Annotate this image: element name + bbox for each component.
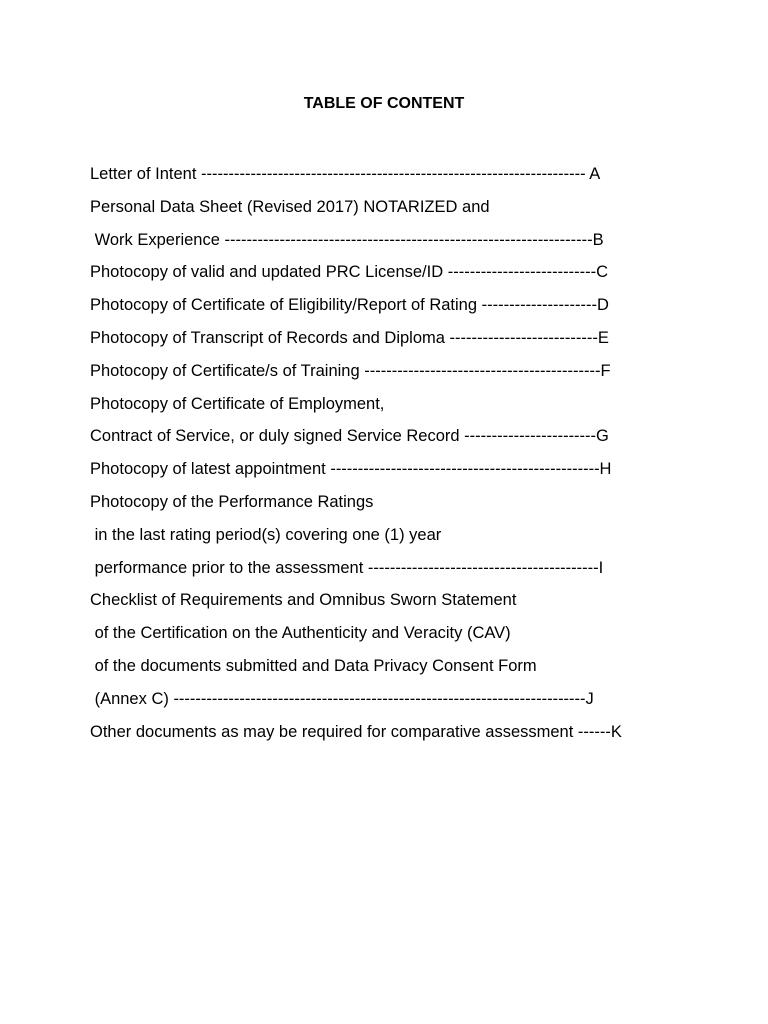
page-title: TABLE OF CONTENT <box>303 95 465 112</box>
table-of-contents <box>90 158 710 748</box>
toc-line-work-experience: Work Experience -------------------------------------------------------------------B <box>90 230 604 249</box>
toc-line-checklist: Checklist of Requirements and Omnibus Sworn Statement <box>90 591 517 610</box>
toc-line-latest-appointment: Photocopy of latest appointment -------------------------------------------------H <box>90 460 612 479</box>
toc-line-certificate-of-training: Photocopy of Certificate/s of Training -------------------------------------------F <box>90 361 611 380</box>
toc-line-contract-of-service: Contract of Service, or duly signed Service Record ------------------------G <box>90 427 609 446</box>
toc-line-certificate-of-eligibility: Photocopy of Certificate of Eligibility/Report of Rating ---------------------D <box>90 296 609 315</box>
toc-line-certification-cav: of the Certification on the Authenticity and Veracity (CAV) <box>90 624 511 643</box>
toc-line-performance-prior: performance prior to the assessment ------------------------------------------I <box>90 558 604 577</box>
toc-line-certificate-of-employment: Photocopy of Certificate of Employment, <box>90 394 385 413</box>
toc-line-documents-submitted: of the documents submitted and Data Privacy Consent Form <box>90 656 537 675</box>
toc-line-other-documents: Other documents as may be required for comparative assessment ------K <box>90 722 622 741</box>
toc-line-rating-period: in the last rating period(s) covering one (1) year <box>90 525 442 544</box>
toc-line-transcript-of-records: Photocopy of Transcript of Records and Diploma ---------------------------E <box>90 328 609 347</box>
toc-line-performance-ratings: Photocopy of the Performance Ratings <box>90 492 374 511</box>
toc-line-personal-data-sheet: Personal Data Sheet (Revised 2017) NOTARIZED and <box>90 197 490 216</box>
toc-line-letter-of-intent: Letter of Intent ---------------------------------------------------------------------- A <box>90 165 601 183</box>
toc-line-annex-c: (Annex C) ---------------------------------------------------------------------------J <box>90 689 594 708</box>
toc-line-prc-license: Photocopy of valid and updated PRC License/ID ---------------------------C <box>90 263 608 282</box>
